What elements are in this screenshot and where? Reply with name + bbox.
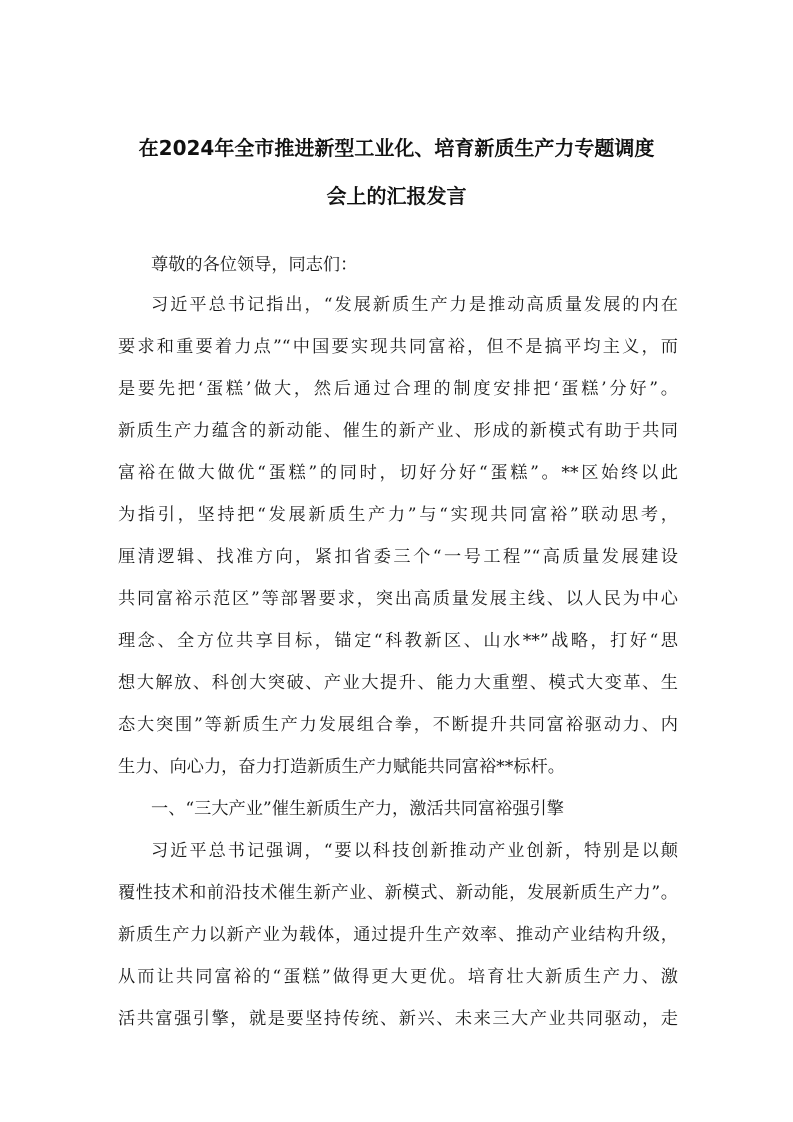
document-title-line-2: 会上的汇报发言 [326, 184, 467, 208]
paragraph-line: 生力、向心力，奋力打造新质生产力赋能共同富裕**标杆。 [118, 757, 565, 777]
paragraph-line: 态大突围”等新质生产力发展组合拳，不断提升共同富裕驱动力、内 [118, 715, 678, 735]
paragraph-line: 习近平总书记指出，“发展新质生产力是推动高质量发展的内在 [151, 295, 678, 315]
paragraph-line: 理念、全方位共享目标，锚定“科教新区、山水**”战略，打好“思 [118, 631, 678, 651]
paragraph-line: 覆性技术和前沿技术催生新产业、新模式、新动能，发展新质生产力”。 [118, 883, 678, 903]
paragraph-line: 是要先把‘蛋糕’做大，然后通过合理的制度安排把‘蛋糕’分好”。 [118, 379, 678, 399]
paragraph-line: 为指引，坚持把“发展新质生产力”与“实现共同富裕”联动思考， [118, 505, 678, 525]
paragraph-line: 从而让共同富裕的“蛋糕”做得更大更优。培育壮大新质生产力、激 [118, 967, 678, 987]
paragraph-line: 要求和重要着力点”“中国要实现共同富裕，但不是搞平均主义，而 [118, 337, 678, 357]
paragraph-line: 富裕在做大做优“蛋糕”的同时，切好分好“蛋糕”。**区始终以此 [118, 463, 678, 483]
paragraph-line: 活共富强引擎，就是要坚持传统、新兴、未来三大产业共同驱动，走 [118, 1009, 678, 1029]
paragraph-line: 新质生产力蕴含的新动能、催生的新产业、形成的新模式有助于共同 [118, 421, 678, 441]
section-heading: 一、“三大产业”催生新质生产力，激活共同富裕强引擎 [151, 799, 564, 819]
paragraph-line: 厘清逻辑、找准方向，紧扣省委三个“一号工程”“高质量发展建设 [118, 547, 678, 567]
paragraph-line: 习近平总书记强调，“要以科技创新推动产业创新，特别是以颠 [151, 841, 678, 861]
paragraph-line: 想大解放、科创大突破、产业大提升、能力大重塑、模式大变革、生 [118, 673, 678, 693]
paragraph-line: 新质生产力以新产业为载体，通过提升生产效率、推动产业结构升级， [118, 925, 678, 945]
document-title-line-1: 在2024年全市推进新型工业化、培育新质生产力专题调度 [138, 136, 655, 160]
paragraph-line: 共同富裕示范区”等部署要求，突出高质量发展主线、以人民为中心 [118, 589, 678, 609]
salutation: 尊敬的各位领导，同志们： [151, 255, 358, 275]
